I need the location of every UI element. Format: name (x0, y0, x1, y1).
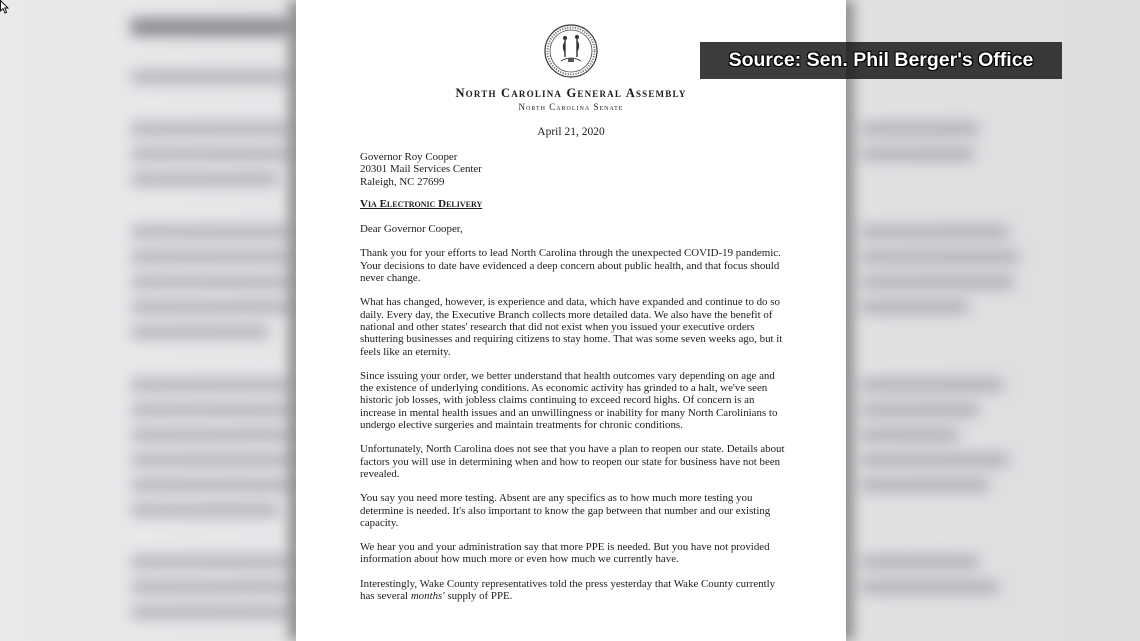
blur-line (130, 378, 290, 392)
recipient-street: 20301 Mail Services Center (360, 163, 482, 176)
blur-line (130, 250, 290, 264)
paragraph: What has changed, however, is experience and data, which have expanded and continue to do so daily. Every day, the Executive Branch collects more detailed data. We also have the benefit of national and other states' research that did not exist when you issued your executive orders shuttering businesses and requiring citizens to stay home. That was some seven weeks ago, but it feels like an eternity. (360, 296, 783, 358)
emphasis-text: months' (410, 590, 445, 603)
recipient-name: Governor Roy Cooper (360, 151, 458, 163)
blur-line (130, 18, 290, 36)
blur-line (860, 300, 970, 314)
paragraph: Unfortunately, North Carolina does not see that you have a plan to reopen our state. Details about factors you will use in determining when and how to reopen our state for business have not been revealed. (360, 443, 785, 480)
paragraph-last (360, 578, 790, 603)
letterhead-title: North Carolina General Assembly (455, 86, 687, 100)
blur-line (130, 275, 290, 289)
paragraph: Since issuing your order, we better understand that health outcomes vary depending on age and the existence of underlying conditions. As economic activity has grinded to a halt, we've seen historic job losses, with jobless claims continuing to exceed record highs. Of concern is an increase in mental health issues and an unwillingness or inability for many North Carolinians to undergo elective surgeries and maintain treatments for chronic conditions. (360, 369, 778, 432)
source-text: Source: Sen. Phil Berger's Office (728, 49, 1034, 71)
blur-line (860, 453, 1010, 467)
blur-line (130, 147, 290, 161)
blur-line (130, 453, 290, 467)
blur-line (860, 555, 980, 569)
paragraph-text-end: supply of PPE. (444, 590, 513, 603)
blur-line (860, 478, 990, 492)
blur-line (130, 172, 280, 186)
letterhead-subtitle: North Carolina Senate (518, 102, 624, 112)
letter-page (296, 0, 846, 641)
blur-line (130, 605, 290, 619)
blur-line (130, 503, 280, 517)
blur-line (130, 555, 290, 569)
blur-line (860, 122, 980, 136)
blur-line (860, 147, 975, 161)
delivery-note: Via Electronic Delivery (360, 197, 483, 210)
paragraph: Thank you for your efforts to lead North Carolina through the unexpected COVID-19 pandemic. Your decisions to date have evidenced a deep concern about public health, and that focus should never change. (360, 247, 781, 285)
letter-date: April 21, 2020 (537, 126, 605, 138)
paragraph: You say you need more testing. Absent are any specifics as to how much more testing you determine is needed. It's also important to know the gap between that number and our existing capacity. (360, 492, 771, 529)
blur-line (860, 428, 960, 442)
blur-line (130, 300, 290, 314)
blur-line (860, 250, 1020, 264)
blur-line (130, 580, 290, 594)
paragraph-text: Interestingly, Wake County representatives told the press yesterday that Wake County currently has several (360, 577, 776, 603)
blur-line (860, 378, 1005, 392)
blur-line (130, 325, 270, 339)
recipient-address (360, 151, 790, 188)
blur-line (130, 428, 290, 442)
paragraph: We hear you and your administration say that more PPE is needed. But you have not provided information about how much more or even how much we currently have. (360, 541, 770, 566)
source-banner (700, 42, 1062, 79)
blur-line (130, 403, 290, 417)
blur-line (130, 478, 290, 492)
blur-line (130, 70, 290, 84)
letter-body (360, 151, 790, 602)
blur-line (860, 275, 1015, 289)
mouse-pointer-icon (0, 0, 10, 14)
recipient-city: Raleigh, NC 27699 (360, 175, 445, 188)
blur-line (130, 225, 290, 239)
salutation: Dear Governor Cooper, (360, 223, 463, 236)
blur-line (130, 122, 290, 136)
blur-line (860, 403, 980, 417)
blur-line (860, 580, 1000, 594)
state-seal-icon (544, 24, 598, 78)
blur-line (860, 225, 1010, 239)
